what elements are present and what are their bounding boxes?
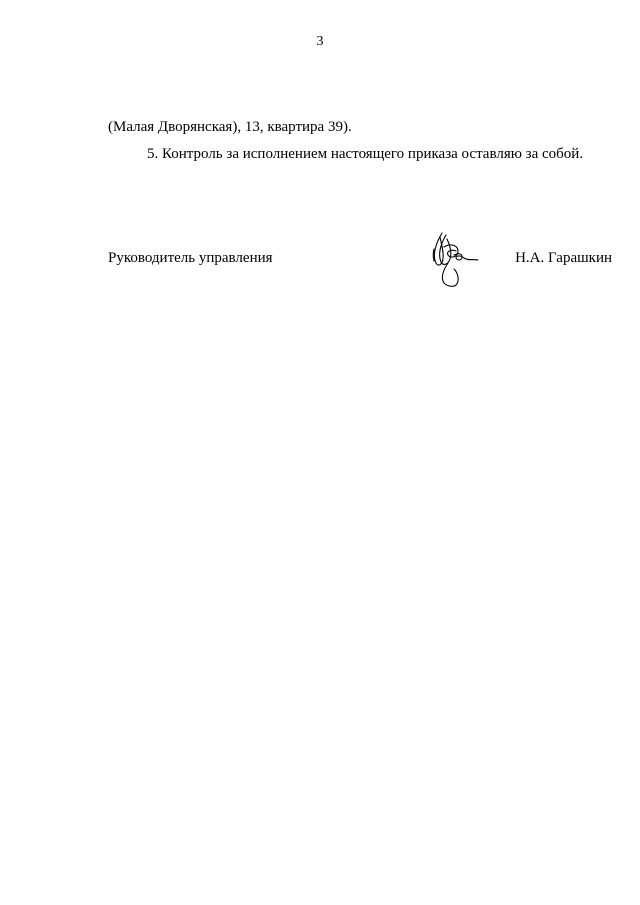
page-number: 3 <box>316 34 324 49</box>
signatory-name: Н.А. Гарашкин <box>515 250 612 266</box>
paragraph-address-continuation: (Малая Дворянская), 13, квартира 39). <box>108 119 352 135</box>
signatory-position: Руководитель управления <box>108 250 273 266</box>
paragraph-item-5: 5. Контроль за исполнением настоящего приказа оставляю за собой. <box>147 146 584 162</box>
handwritten-signature <box>428 229 490 291</box>
signature-block <box>108 229 612 293</box>
